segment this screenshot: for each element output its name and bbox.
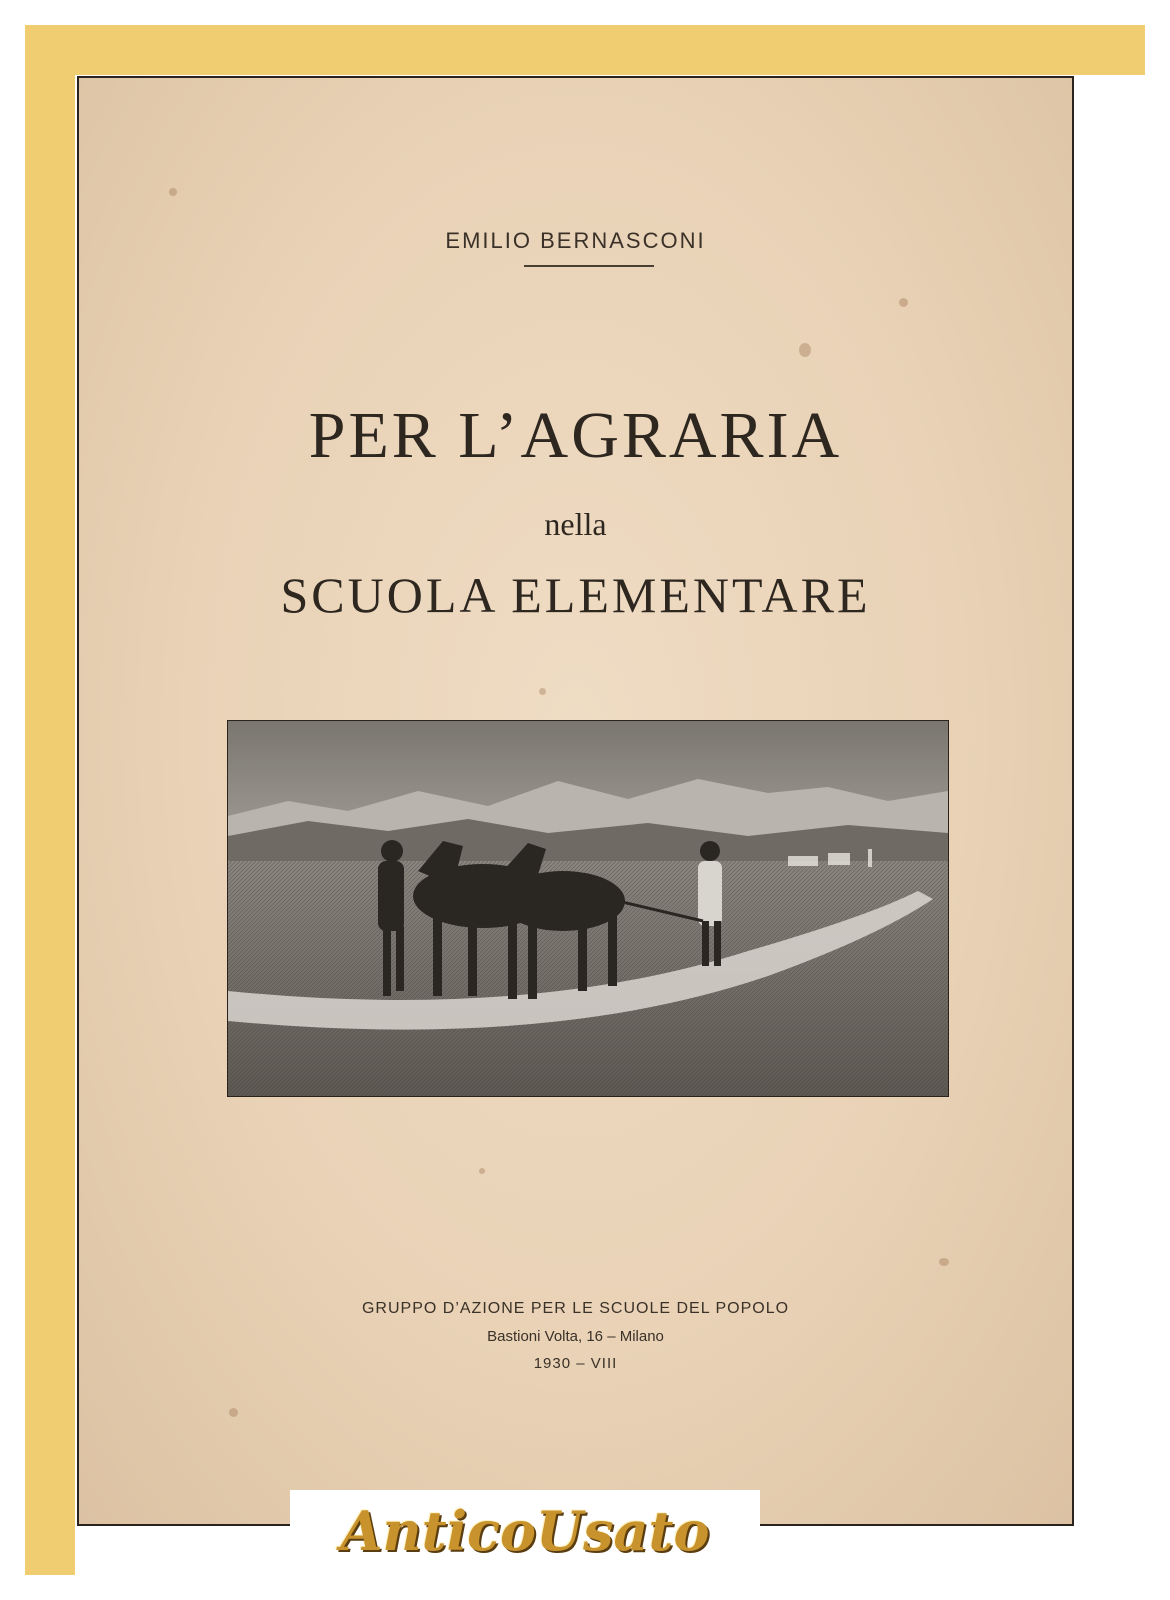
publisher-name: GRUPPO D’AZIONE PER LE SCUOLE DEL POPOLO (361, 1300, 790, 1317)
author-divider (524, 265, 654, 267)
foxing-spot (939, 1258, 949, 1266)
foxing-spot (229, 1408, 238, 1417)
engraving-svg (228, 721, 948, 1096)
foxing-spot (899, 298, 908, 307)
foxing-spot (799, 343, 811, 357)
title-subtitle: SCUOLA ELEMENTARE (280, 567, 871, 623)
author-name: EMILIO BERNASCONI (445, 228, 706, 253)
watermark-logo (290, 1490, 760, 1572)
title-main: PER L’AGRARIA (308, 399, 843, 472)
foxing-spot (539, 688, 546, 695)
publication-year: 1930 – VIII (533, 1355, 618, 1372)
plowing-engraving-image (227, 720, 949, 1097)
foxing-spot (479, 1168, 485, 1174)
book-cover (77, 76, 1074, 1526)
publisher-address: Bastioni Volta, 16 – Milano (487, 1328, 664, 1345)
title-connector: nella (544, 506, 607, 542)
logo-text: AnticoUsato (340, 1499, 710, 1563)
foxing-spot (169, 188, 177, 196)
